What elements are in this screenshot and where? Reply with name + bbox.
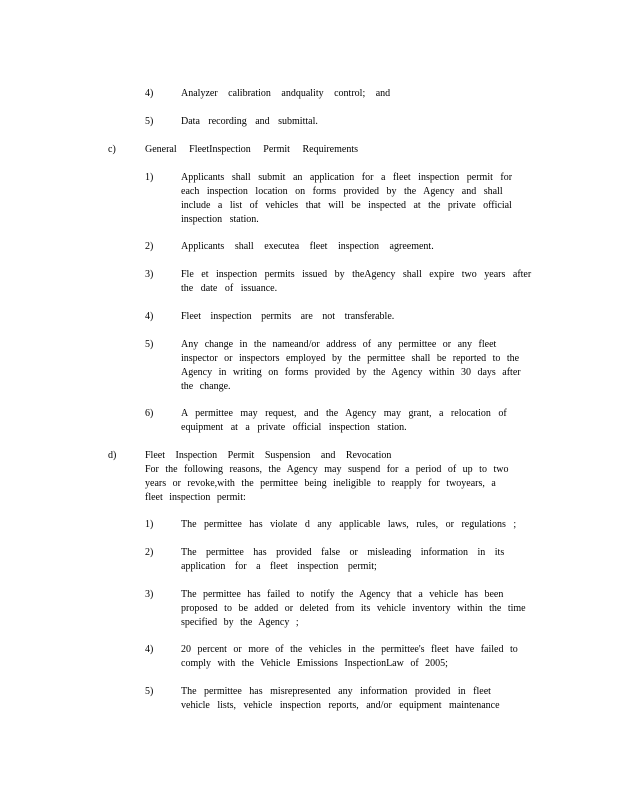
item-text [181, 643, 541, 671]
item-number: 1) [145, 172, 154, 183]
text-line: Fle et inspection permits issued by theAgency shall expire two years after [181, 269, 532, 280]
text-line: comply with the Vehicle Emissions InspectionLaw of 2005; [181, 658, 448, 669]
text-line: Agency in writing on forms provided by the Agency within 30 days after [181, 367, 521, 378]
section-title: General FleetInspection Permit Requirements [145, 144, 359, 155]
section-letter: d) [108, 450, 117, 461]
text-line: vehicle lists, vehicle inspection reports, and/or equipment maintenance [181, 700, 500, 711]
text-line: the change. [181, 381, 231, 392]
text-line: inspection station. [181, 214, 259, 225]
item-number: 4) [145, 311, 154, 322]
text-line: the date of issuance. [181, 283, 278, 294]
text-line: For the following reasons, the Agency may suspend for a period of up to two [145, 464, 509, 475]
item-number: 5) [145, 339, 154, 350]
section-letter: c) [108, 144, 116, 155]
item-number: 3) [145, 269, 154, 280]
item-text [181, 171, 541, 227]
item-number: 5) [145, 116, 154, 127]
item-text [181, 407, 541, 435]
item-number: 5) [145, 686, 154, 697]
item-number: 2) [145, 547, 154, 558]
item-text: Analyzer calibration andquality control; and [181, 88, 391, 99]
item-text [181, 685, 541, 713]
text-line: A permittee may request, and the Agency may grant, a relocation of [181, 408, 507, 419]
text-line: each inspection location on forms provided by the Agency and shall [181, 186, 503, 197]
item-text [181, 310, 541, 324]
text-line: years or revoke,with the permittee being ineligible to reapply for twoyears, a [145, 478, 496, 489]
item-number: 2) [145, 241, 154, 252]
item-text [181, 240, 541, 254]
item-text [181, 588, 541, 630]
text-line: Any change in the nameand/or address of any permittee or any fleet [181, 339, 497, 350]
text-line: equipment at a private official inspection station. [181, 422, 407, 433]
item-number: 4) [145, 644, 154, 655]
text-line: The permittee has failed to notify the Agency that a vehicle has been [181, 589, 504, 600]
item-text [181, 338, 541, 394]
section-intro-text [145, 463, 525, 505]
text-line: The permittee has misrepresented any information provided in fleet [181, 686, 491, 697]
item-number: 6) [145, 408, 154, 419]
text-line: inspector or inspectors employed by the permittee shall be reported to the [181, 353, 520, 364]
item-text [181, 546, 541, 574]
text-line: The permittee has provided false or misleading information in its [181, 547, 505, 558]
item-text [181, 518, 541, 532]
text-line: proposed to be added or deleted from its vehicle inventory within the time [181, 603, 526, 614]
text-line: Applicants shall submit an application for a fleet inspection permit for [181, 172, 513, 183]
text-line: The permittee has violate d any applicable laws, rules, or regulations ; [181, 519, 517, 530]
item-number: 1) [145, 519, 154, 530]
item-number: 4) [145, 88, 154, 99]
item-text: Data recording and submittal. [181, 116, 318, 127]
text-line: Applicants shall executea fleet inspection agreement. [181, 241, 434, 252]
text-line: 20 percent or more of the vehicles in the permittee's fleet have failed to [181, 644, 518, 655]
item-text [181, 268, 541, 296]
text-line: Fleet inspection permits are not transferable. [181, 311, 395, 322]
text-line: application for a fleet inspection permit; [181, 561, 377, 572]
section-title: Fleet Inspection Permit Suspension and Revocation [145, 450, 392, 461]
text-line: include a list of vehicles that will be inspected at the private official [181, 200, 512, 211]
text-line: fleet inspection permit: [145, 492, 246, 503]
item-number: 3) [145, 589, 154, 600]
text-line: specified by the Agency ; [181, 617, 299, 628]
